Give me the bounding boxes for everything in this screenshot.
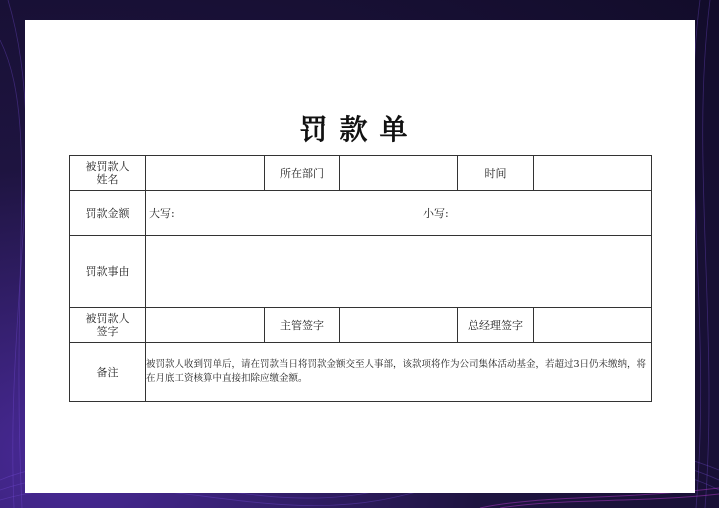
fine-reason-label: 罚款事由 <box>70 236 146 308</box>
fined-person-name-label-text: 被罚款人 姓名 <box>85 160 130 186</box>
fined-person-signature-field[interactable] <box>146 308 265 343</box>
amount-lowercase-label: 小写: <box>423 207 449 220</box>
fined-person-signature-label <box>70 308 146 343</box>
remarks-text: 被罚款人收到罚单后，请在罚款当日将罚款金额交至人事部，该款项将作为公司集体活动基金，若超过3日仍未缴纳，将在月底工资核算中直接扣除应缴金额。 <box>146 343 652 402</box>
fined-person-name-field[interactable] <box>146 156 265 191</box>
fined-person-name-label <box>70 156 146 191</box>
page-title: 罚款单 <box>299 113 420 146</box>
fine-reason-field[interactable] <box>146 236 652 308</box>
general-manager-signature-field[interactable] <box>534 308 652 343</box>
supervisor-signature-field[interactable] <box>340 308 458 343</box>
fine-amount-field[interactable] <box>146 191 652 236</box>
department-label: 所在部门 <box>265 156 340 191</box>
fine-amount-label: 罚款金额 <box>70 191 146 236</box>
general-manager-signature-label: 总经理签字 <box>458 308 534 343</box>
remarks-label: 备注 <box>70 343 146 402</box>
fine-form-table <box>69 155 652 402</box>
supervisor-signature-label: 主管签字 <box>265 308 340 343</box>
amount-uppercase-label: 大写: <box>149 207 175 220</box>
fined-person-signature-label-text: 被罚款人 签字 <box>85 312 130 338</box>
time-label: 时间 <box>458 156 534 191</box>
department-field[interactable] <box>340 156 458 191</box>
time-field[interactable] <box>534 156 652 191</box>
